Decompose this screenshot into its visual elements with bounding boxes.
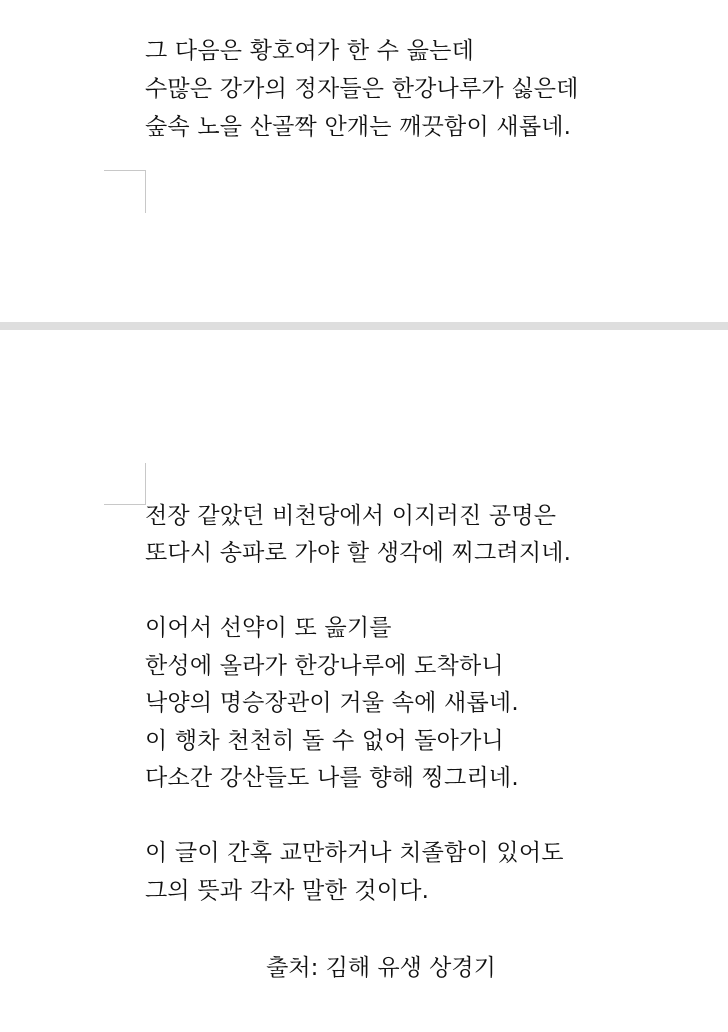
poem-line: 그의 뜻과 각자 말한 것이다. bbox=[145, 878, 430, 904]
page-separator bbox=[0, 322, 728, 330]
poem-line: 전장 같았던 비천당에서 이지러진 공명은 bbox=[145, 503, 557, 529]
document-page-1 bbox=[0, 0, 728, 322]
poem-line: 숲속 노을 산골짝 안개는 깨끗함이 새롭네. bbox=[145, 114, 572, 140]
poem-line: 이 행차 천천히 돌 수 없어 돌아가니 bbox=[145, 728, 504, 754]
poem-line: 한성에 올라가 한강나루에 도착하니 bbox=[145, 653, 504, 679]
text-margin-corner-mark bbox=[104, 463, 146, 505]
poem-line: 수많은 강가의 정자들은 한강나루가 싫은데 bbox=[145, 76, 579, 102]
poem-line: 이 글이 간혹 교만하거나 치졸함이 있어도 bbox=[145, 840, 564, 866]
poem-line: 또다시 송파로 가야 할 생각에 찌그려지네. bbox=[145, 540, 572, 566]
source-citation: 출처: 김해 유생 상경기 bbox=[266, 955, 496, 981]
poem-line: 낙양의 명승장관이 거울 속에 새롭네. bbox=[145, 690, 519, 716]
poem-line: 이어서 선약이 또 읊기를 bbox=[145, 615, 392, 641]
document-page-2 bbox=[0, 330, 728, 1032]
poem-line: 그 다음은 황호여가 한 수 읊는데 bbox=[145, 38, 474, 64]
poem-line: 다소간 강산들도 나를 향해 찡그리네. bbox=[145, 765, 519, 791]
text-margin-corner-mark bbox=[104, 170, 146, 213]
